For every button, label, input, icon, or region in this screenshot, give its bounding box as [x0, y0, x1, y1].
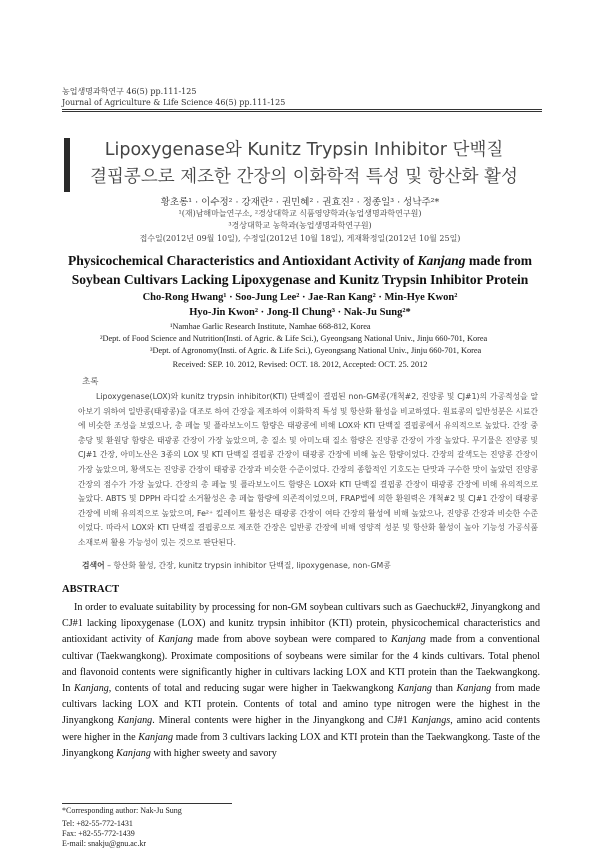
- english-title-line-1: Physicochemical Characteristics and Antioxidant Activity of Kanjang made from: [67, 253, 532, 268]
- header-rule-bottom: [62, 111, 542, 112]
- english-authors-line-2: Hyo-Jin Kwon² · Jong-Il Chung³ · Nak-Ju Sung²*: [189, 307, 411, 318]
- title-kanjang-italic: Kanjang: [417, 253, 466, 268]
- keywords-text: – 항산화 활성, 간장, kunitz trypsin inhibitor 단백질, lipoxygenase, non-GM콩: [104, 561, 391, 570]
- korean-title-line-1: Lipoxygenase와 Kunitz Trypsin Inhibitor 단백질: [104, 140, 504, 160]
- korean-affiliation-2: ³경상대학교 농학과(농업생명과학연구원): [228, 221, 372, 230]
- corresponding-author: *Corresponding author: Nak-Ju Sung: [62, 806, 182, 815]
- english-abstract-body: In order to evaluate suitability by processing for non-GM soybean cultivars such as Gaechuck#2, Jinyangkong and CJ#1 lacking lipoxygenase (LOX) and kunitz trypsin inhibitor (KTI) protein, physicochemical characteristics and antioxidant activity of Kanjang made from above soybean were compared to Kanjang made from a conventional cultivar (Taekwangkong). Proximate compositions of soybeans were similar for the 4 kinds cultivars. Total phenol and flavonoid contents were significantly higher in cultivars lacking LOX and KTI protein than the Taekwangkong. In Kanjang, contents of total and reducing sugar were higher in Taekwangkong Kanjang than Kanjang from made cultivars lacking LOX and KTI protein. Contents of total and amino type nitrogen were the highest in the Jinyangkong Kanjang. Mineral contents were higher in the Jinyangkong and CJ#1 Kanjangs, amino acid contents were higher in the Kanjang made from 3 cultivars lacking LOX and KTI protein than the Taekwangkong. Taste of the Jinyangkong Kanjang with higher sweety and savory: [62, 602, 540, 759]
- english-title-line-2: Soybean Cultivars Lacking Lipoxygenase and Kunitz Trypsin Inhibitor Protein: [71, 272, 529, 287]
- footnote-rule: [62, 803, 232, 804]
- korean-abstract-heading: 초록: [82, 377, 99, 387]
- korean-title-line-2: 결핍콩으로 제조한 간장의 이화학적 특성 및 항산화 활성: [90, 167, 518, 187]
- korean-authors: 황초롱¹ · 이수정² · 강재란² · 권민혜² · 권효진² · 정종일³ · 성낙주²*: [160, 197, 440, 208]
- korean-affiliation-1: ¹(재)남해마늘연구소, ²경상대학교 식품영양학과(농업생명과학연구원): [178, 209, 422, 218]
- fax: Fax: +82-55-772-1439: [62, 829, 135, 838]
- korean-dates: 접수일(2012년 09월 10일), 수정일(2012년 10월 18일), 게재확정일(2012년 10월 25일): [139, 234, 461, 243]
- abstract-heading: ABSTRACT: [62, 584, 120, 595]
- korean-abstract-body: Lipoxygenase(LOX)와 kunitz trypsin inhibitor(KTI) 단백질이 결핍된 non-GM콩(개척#2, 진양콩 및 CJ#1)의 가공적성을 알아보기 위하여 일반콩(태광콩)을 대조로 하여 간장을 제조하여 이화학적 특성 및 항산화 활성을 비교하였다. 원료콩의 일반성분은 시료간에 비슷한 조성을 보였으나, 총 페놀 및 플라보노이드 함량은 태광콩에 비해 LOX와 KTI 단백질 결핍콩에서 유의적으로 높았다. 간장 중 총당 및 환원당 함량은 태광콩 간장이 가장 높았으며, 총 질소 및 아미노태 질소 함량은 진양콩 간장이 가장 높았다. 무기물은 진양콩 및 CJ#1 간장, 아미노산은 3종의 LOX 및 KTI 단백질 결핍콩 간장이 태광콩 간장에 비해 높은 함량이었다. 간장의 갈색도는 진양콩 간장이 가장 높았으며, 황색도는 진양콩 간장이 태광콩 간장과 비슷한 수준이었다. 간장의 종합적인 기호도는 단맛과 구수한 맛이 높았던 진양콩 간장의 점수가 가장 높았다. 간장의 총 페놀 및 플라보노이드 함량은 LOX와 KTI 단백질 결핍콩 간장이 태광콩 간장에 비해 유의적으로 높았다. ABTS 및 DPPH 라디칼 소거활성은 총 페놀 함량에 의존적이었으며, FRAP법에 의한 환원력은 개척#2 및 CJ#1 간장이 태광콩 간장에 비해 유의적으로 높았으며, Fe²⁺ 킬레이트 활성은 태광콩 간장이 여타 간장의 활성에 비해 높았으나, 진양콩 간장과 비슷한 수준이었다. 따라서 LOX와 KTI 단백질 결핍콩으로 제조한 간장은 일반콩 간장에 비해 영양적 성분 및 항산화 활성이 높아 기능성 가공식품 소재로써 활용 가능성이 있는 것으로 판단된다.: [78, 392, 538, 547]
- journal-header-english: Journal of Agriculture & Life Science 46(5) pp.111-125: [62, 98, 286, 107]
- keywords-label: 검색어: [82, 561, 105, 570]
- english-affiliation-2: ²Dept. of Food Science and Nutrition(Insti. of Agric. & Life Sci.), Gyeongsang National Univ., Jinju 660-701, Korea: [100, 334, 488, 343]
- header-rule-top: [62, 109, 542, 110]
- journal-header-korean: 농업생명과학연구 46(5) pp.111-125: [62, 87, 197, 96]
- received-dates: Received: SEP. 10. 2012, Revised: OCT. 18. 2012, Accepted: OCT. 25. 2012: [172, 360, 428, 369]
- email-link[interactable]: E-mail: snakju@gnu.ac.kr: [62, 839, 147, 848]
- telephone: Tel: +82-55-772-1431: [62, 819, 133, 828]
- english-affiliation-3: ³Dept. of Agronomy(Insti. of Agric. & Life Sci.), Gyeongsang National Univ., Jinju 660-701, Korea: [150, 346, 482, 355]
- keywords: [82, 560, 391, 571]
- english-affiliation-1: ¹Namhae Garlic Research Institute, Namhae 668-812, Korea: [170, 322, 371, 331]
- english-authors-line-1: Cho-Rong Hwang¹ · Soo-Jung Lee² · Jae-Ran Kang² · Min-Hye Kwon²: [142, 292, 458, 303]
